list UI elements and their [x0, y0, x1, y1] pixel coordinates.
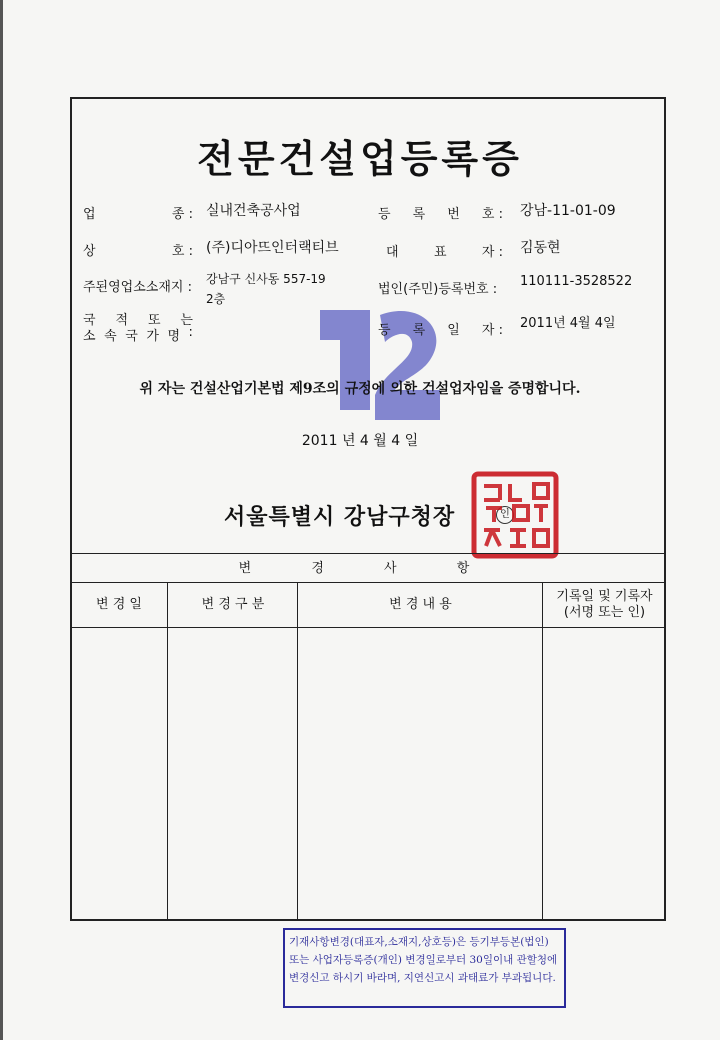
issuer-name: 서울특별시 강남구청장	[224, 504, 456, 530]
trade-name-value: (주)디아뜨인터랙티브	[206, 240, 339, 256]
official-seal	[470, 470, 560, 560]
notice-box: 기재사항변경(대표자,소재지,상호등)은 등기부등본(법인) 또는 사업자등록증(개인) 변경일로부터 30일이내 관할청에 변경신고 하시기 바라며, 지연신고시 과태료가 부과됩니다.	[283, 928, 566, 1008]
reg-no-label: 등 록 번 호 :	[378, 207, 503, 222]
col-category-header: 변 경 구 분	[168, 583, 298, 628]
address-line1: 강남구 신사동 557-19	[206, 272, 326, 286]
nationality-label: 국 적 또 는	[83, 313, 193, 328]
certification-statement: 위 자는 건설산업기본법 제9조의 규정에 의한 건설업자임을 증명합니다.	[139, 381, 581, 397]
col-divider-3	[298, 583, 543, 921]
representative-label: 대 표 자 :	[386, 245, 503, 260]
trade-name-label: 상 호 :	[83, 244, 193, 259]
seal-mark: 인	[496, 506, 514, 524]
corp-no-value: 110111-3528522	[520, 274, 633, 289]
reg-date-label: 등 록 일 자 :	[378, 323, 503, 338]
nationality-label-2: 소 속 국 가 명 :	[83, 325, 193, 344]
address-line2: 2층	[206, 292, 226, 306]
col-content-header: 변 경 내 용	[298, 583, 543, 628]
corp-no-label: 법인(주민)등록번호 :	[378, 282, 498, 297]
business-type-label: 업 종 :	[83, 207, 193, 222]
address-label: 주된영업소소재지 :	[83, 280, 192, 295]
business-type-value: 실내건축공사업	[206, 203, 301, 219]
certificate-title: 전문건설업등록증	[197, 136, 523, 181]
col-divider-1	[70, 583, 168, 921]
representative-value: 김동현	[520, 240, 561, 256]
col-date-header: 변 경 일	[70, 583, 168, 628]
changes-header: 변 경 사 항	[70, 553, 666, 583]
issue-date: 2011 년 4 월 4 일	[301, 433, 419, 449]
col-divider-2	[168, 583, 298, 921]
reg-date-value: 2011년 4월 4일	[520, 316, 616, 331]
col-recorder-header: 기록일 및 기록자 (서명 또는 인)	[543, 583, 666, 628]
changes-table	[70, 553, 666, 921]
reg-no-value: 강남-11-01-09	[520, 203, 616, 219]
